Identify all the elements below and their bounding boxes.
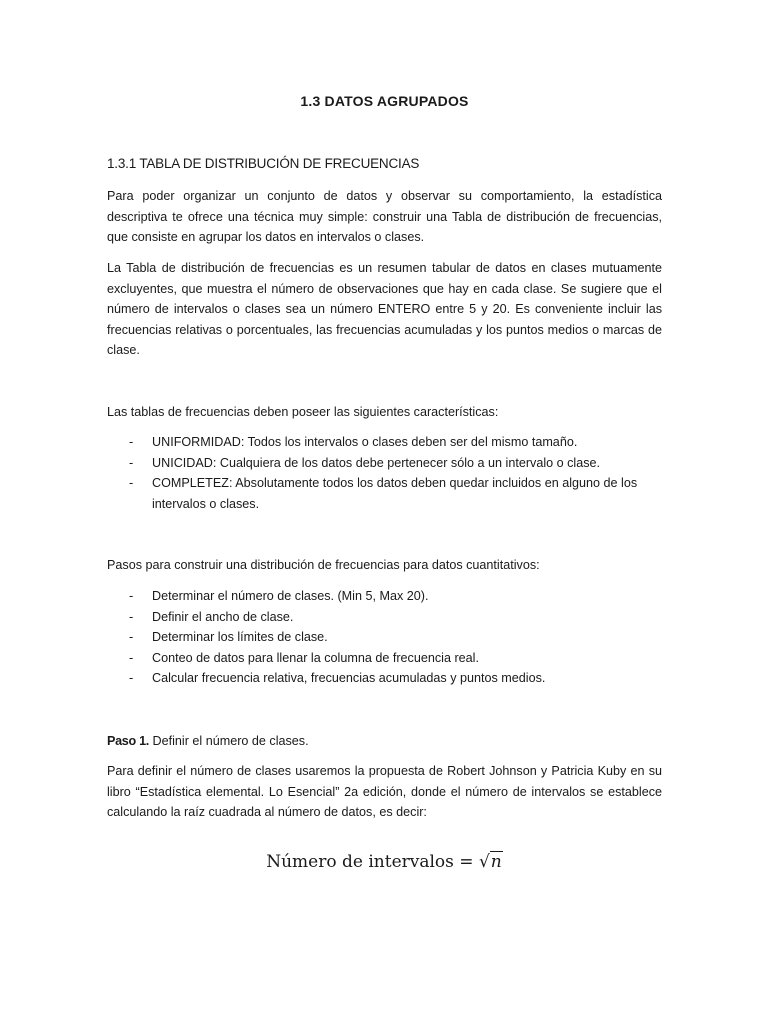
square-root: √n xyxy=(478,852,502,872)
steps-list xyxy=(107,586,662,689)
paragraph-steps-intro: Pasos para construir una distribución de frecuencias para datos cuantitativos: xyxy=(107,558,540,572)
section-title: 1.3 DATOS AGRUPADOS xyxy=(300,93,469,109)
step-1-text: Definir el número de clases. xyxy=(149,734,309,748)
paragraph-intro: Para poder organizar un conjunto de datos y observar su comportamiento, la estadística descriptiva te ofrece una técnica muy simple: construir una Tabla de distribución de frecuencias, que consiste en agrupar los datos en intervalos o clases. xyxy=(107,189,662,244)
paragraph-definition: La Tabla de distribución de frecuencias es un resumen tabular de datos en clases mutuamente excluyentes, que muestra el número de observaciones que hay en cada clase. Se sugiere que el número de intervalos o clases sea un número ENTERO entre 5 y 20. Es conveniente incluir las frecuencias relativas o porcentuales, las frecuencias acumuladas y los puntos medios o marcas de clase. xyxy=(107,261,662,357)
characteristics-list xyxy=(107,432,662,514)
list-item: - Determinar el número de clases. (Min 5, Max 20). xyxy=(129,589,429,603)
formula-radicand: n xyxy=(490,852,502,872)
formula-lhs: Número de intervalos = xyxy=(266,852,479,872)
paragraph-number-of-classes: Para definir el número de clases usaremos la propuesta de Robert Johnson y Patricia Kuby en su libro “Estadística elemental. Lo Esencial” 2a edición, donde el número de intervalos se establece calculando la raíz cuadrada al número de datos, es decir: xyxy=(107,764,662,819)
list-item: - COMPLETEZ: Absolutamente todos los datos deben quedar incluidos en alguno de los intervalos o clases. xyxy=(129,476,638,511)
step-1-label: Paso 1. xyxy=(107,734,150,748)
list-item: - Conteo de datos para llenar la columna de frecuencia real. xyxy=(129,650,479,665)
list-item: - Definir el ancho de clase. xyxy=(129,609,294,624)
list-item: - UNIFORMIDAD: Todos los intervalos o clases deben ser del mismo tamaño. xyxy=(129,435,578,449)
paragraph-characteristics-intro: Las tablas de frecuencias deben poseer las siguientes características: xyxy=(107,405,499,419)
step-1-heading xyxy=(107,731,309,752)
list-item: - UNICIDAD: Cualquiera de los datos debe pertenecer sólo a un intervalo o clase. xyxy=(129,455,601,470)
list-item: - Calcular frecuencia relativa, frecuencias acumuladas y puntos medios. xyxy=(129,671,546,685)
formula xyxy=(107,852,662,872)
list-item: - Determinar los límites de clase. xyxy=(129,630,328,644)
subsection-heading: 1.3.1 TABLA DE DISTRIBUCIÓN DE FRECUENCIAS xyxy=(107,156,420,171)
